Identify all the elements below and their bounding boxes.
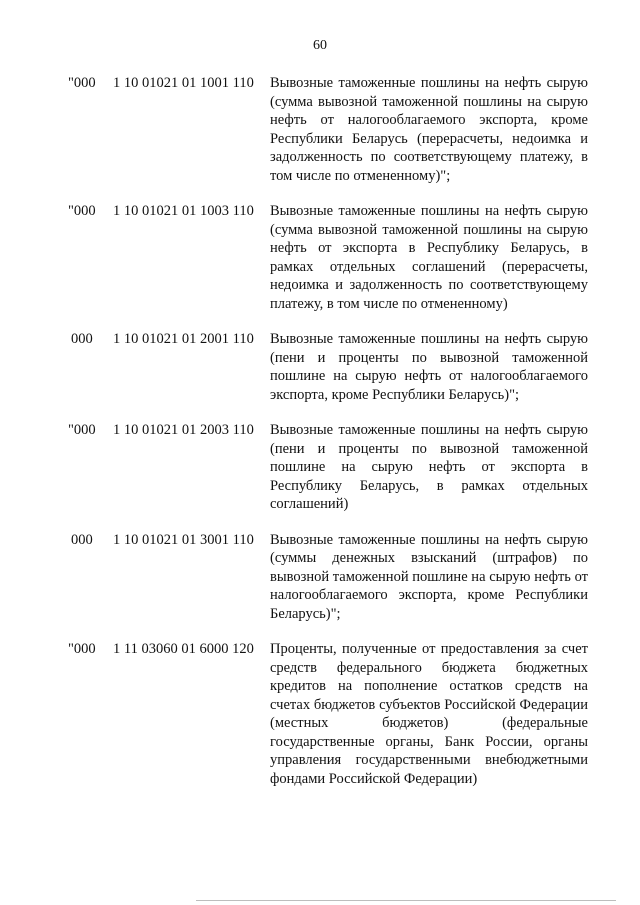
code-description: Проценты, полученные от предоставления за счет средств федерального бюджета бюджетных кредитов на пополнение остатков средств на счетах бюджетов субъектов Российской Федерации (местных бюджетов) (федеральные государственные органы, Банк России, органы управления государственными внебюджетными фондами Российской Федерации) [270, 641, 588, 787]
scan-edge-line [196, 900, 616, 901]
budget-code-list [0, 74, 640, 805]
code-description: Вывозные таможенные пошлины на нефть сырую (суммы денежных взысканий (штрафов) по вывозной таможенной пошлине на сырую нефть от налогооблагаемого экспорта, кроме Республики Беларусь)"; [270, 531, 588, 622]
code-description: Вывозные таможенные пошлины на нефть сырую (сумма вывозной таможенной пошлины на сырую нефть от налогооблагаемого экспорта, кроме Республики Беларусь (перерасчеты, недоимка и задолженность по соответствующему платежу, в том числе по отмененному)"; [270, 75, 588, 184]
code-description: Вывозные таможенные пошлины на нефть сырую (сумма вывозной таможенной пошлины на сырую нефть от экспорта в Республику Беларусь, в рамках отдельных соглашений (перерасчеты, недоимка и задолженность по соответствующему платежу, в том числе по отмененному) [270, 203, 588, 312]
admin-code: "000 [68, 203, 96, 219]
admin-code: 000 [71, 331, 93, 347]
admin-code: 000 [71, 531, 93, 548]
budget-classification-code: 1 10 01021 01 1003 110 [113, 203, 254, 219]
budget-classification-code: 1 10 01021 01 1001 110 [113, 75, 254, 91]
list-item [0, 531, 640, 624]
list-item [0, 330, 640, 404]
budget-classification-code: 1 10 01021 01 2003 110 [113, 422, 254, 438]
budget-classification-code: 1 11 03060 01 6000 120 [113, 641, 254, 657]
budget-classification-code: 1 10 01021 01 3001 110 [113, 531, 254, 548]
list-item [0, 202, 640, 313]
budget-classification-code: 1 10 01021 01 2001 110 [113, 331, 254, 347]
admin-code: "000 [68, 75, 96, 91]
list-item [0, 74, 640, 185]
code-description: Вывозные таможенные пошлины на нефть сырую (пени и проценты по вывозной таможенной пошлине на сырую нефть от налогооблагаемого экспорта, кроме Республики Беларусь)"; [270, 331, 588, 403]
admin-code: "000 [68, 422, 96, 438]
list-item [0, 640, 640, 788]
code-description: Вывозные таможенные пошлины на нефть сырую (пени и проценты по вывозной таможенной пошлине на сырую нефть от экспорта в Республику Беларусь, в рамках отдельных соглашений) [270, 422, 588, 512]
admin-code: "000 [68, 641, 96, 657]
list-item [0, 421, 640, 514]
page-number: 60 [313, 38, 327, 53]
